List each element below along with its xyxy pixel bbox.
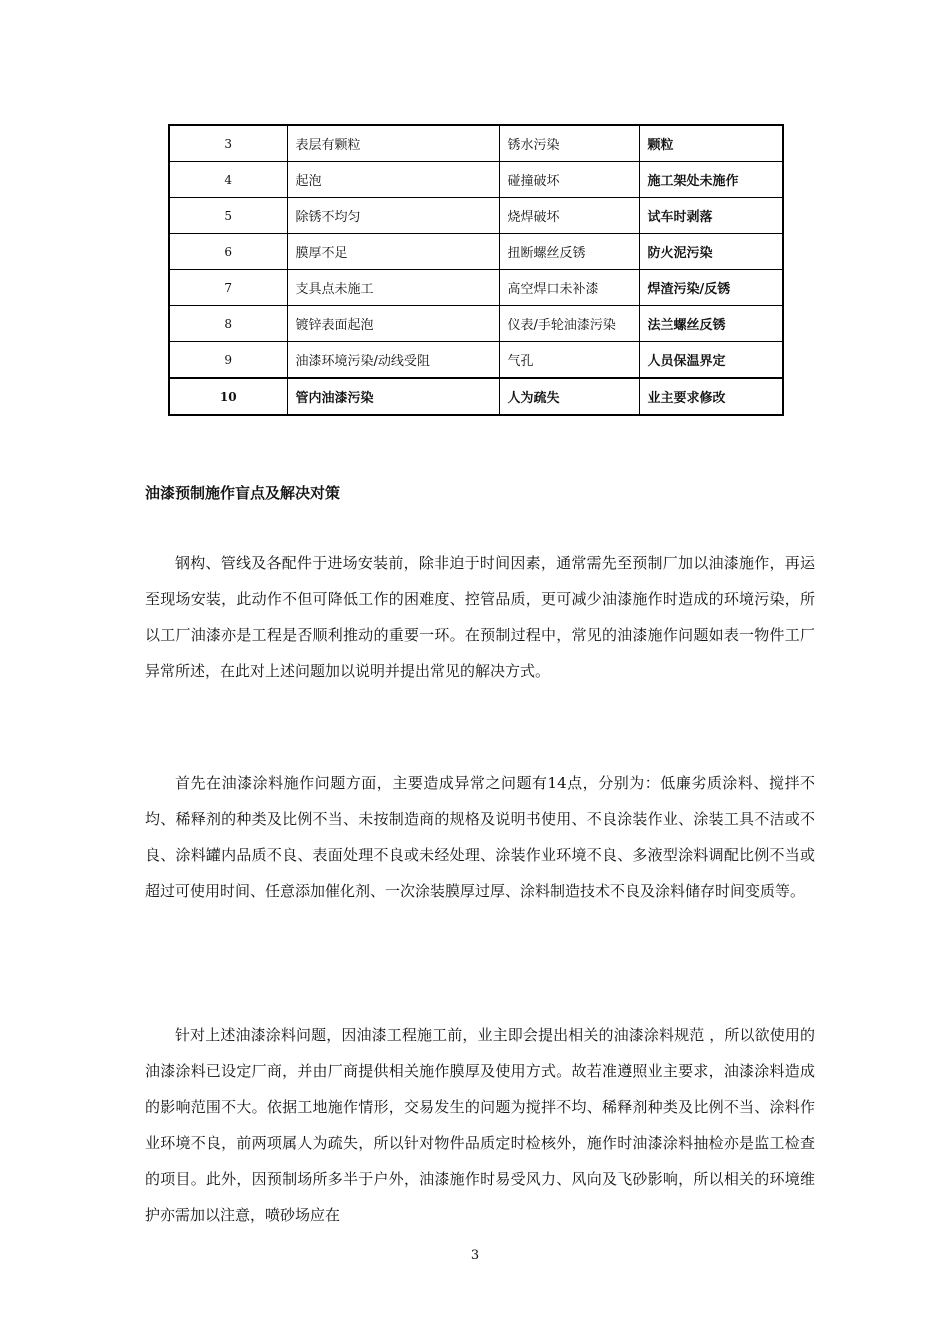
row-number: 9	[169, 342, 287, 379]
defect-cell: 表层有颗粒	[287, 125, 499, 162]
defect-cell: 人为疏失	[499, 378, 639, 415]
body-paragraph: 针对上述油漆涂料问题，因油漆工程施工前，业主即会提出相关的油漆涂料规范 ，所以欲使用的油漆涂料已设定厂商，并由厂商提供相关施作膜厚及使用方式。故若准遵照业主要求，油漆涂料造成的影响范围不大。依据工地施作情形，交易发生的问题为搅拌不均、稀释剂种类及比例不当、涂料作业环境不良，前两项属人为疏失，所以针对物件品质定时检核外，施作时油漆涂料抽检亦是监工检查的项目。此外，因预制场所多半于户外，油漆施作时易受风力、风向及飞砂影响，所以相关的环境维护亦需加以注意，喷砂场应在	[145, 1026, 815, 1224]
table-row	[169, 198, 783, 234]
body-paragraph: 首先在油漆涂料施作问题方面，主要造成异常之问题有14点，分别为：低廉劣质涂料、搅拌不均、稀释剂的种类及比例不当、未按制造商的规格及说明书使用、不良涂装作业、涂装工具不洁或不良、涂料罐内品质不良、表面处理不良或未经处理、涂装作业环境不良、多液型涂料调配比例不当或超过可使用时间、任意添加催化剂、一次涂装膜厚过厚、涂料制造技术不良及涂料储存时间变质等。	[145, 774, 815, 900]
row-number: 6	[169, 234, 287, 270]
table-row	[169, 378, 783, 415]
defect-cell: 管内油漆污染	[287, 378, 499, 415]
table-row	[169, 125, 783, 162]
row-number: 7	[169, 270, 287, 306]
defect-cell: 膜厚不足	[287, 234, 499, 270]
row-number: 10	[169, 378, 287, 415]
defect-cell: 扭断螺丝反锈	[499, 234, 639, 270]
defect-cell: 施工架处未施作	[639, 162, 783, 198]
defect-cell: 试车时剥落	[639, 198, 783, 234]
table-row	[169, 306, 783, 342]
row-number: 3	[169, 125, 287, 162]
table-row	[169, 270, 783, 306]
defect-cell: 碰撞破坏	[499, 162, 639, 198]
defect-cell: 起泡	[287, 162, 499, 198]
defect-cell: 法兰螺丝反锈	[639, 306, 783, 342]
defect-cell: 人员保温界定	[639, 342, 783, 379]
body-paragraph: 钢构、管线及各配件于进场安装前，除非迫于时间因素，通常需先至预制厂加以油漆施作，再运至现场安装，此动作不但可降低工作的困难度、控管品质，更可减少油漆施作时造成的环境污染，所以工厂油漆亦是工程是否顺利推动的重要一环。在预制过程中，常见的油漆施作问题如表一物件工厂异常所述，在此对上述问题加以说明并提出常见的解决方式。	[145, 554, 815, 680]
table-row	[169, 234, 783, 270]
defect-cell: 镀锌表面起泡	[287, 306, 499, 342]
table-row	[169, 162, 783, 198]
row-number: 4	[169, 162, 287, 198]
defect-cell: 颗粒	[639, 125, 783, 162]
defect-cell: 焊渣污染/反锈	[639, 270, 783, 306]
defect-cell: 烧焊破坏	[499, 198, 639, 234]
section-heading: 油漆预制施作盲点及解决对策	[145, 484, 341, 502]
defect-cell: 仪表/手轮油漆污染	[499, 306, 639, 342]
defect-cell: 锈水污染	[499, 125, 639, 162]
page-number: 3	[470, 1248, 480, 1263]
defect-cell: 支具点未施工	[287, 270, 499, 306]
defect-table	[168, 124, 784, 416]
defect-cell: 业主要求修改	[639, 378, 783, 415]
defect-cell: 防火泥污染	[639, 234, 783, 270]
table-row	[169, 342, 783, 379]
defect-cell: 油漆环境污染/动线受阻	[287, 342, 499, 379]
defect-cell: 气孔	[499, 342, 639, 379]
defect-cell: 除锈不均匀	[287, 198, 499, 234]
row-number: 8	[169, 306, 287, 342]
row-number: 5	[169, 198, 287, 234]
defect-cell: 高空焊口未补漆	[499, 270, 639, 306]
